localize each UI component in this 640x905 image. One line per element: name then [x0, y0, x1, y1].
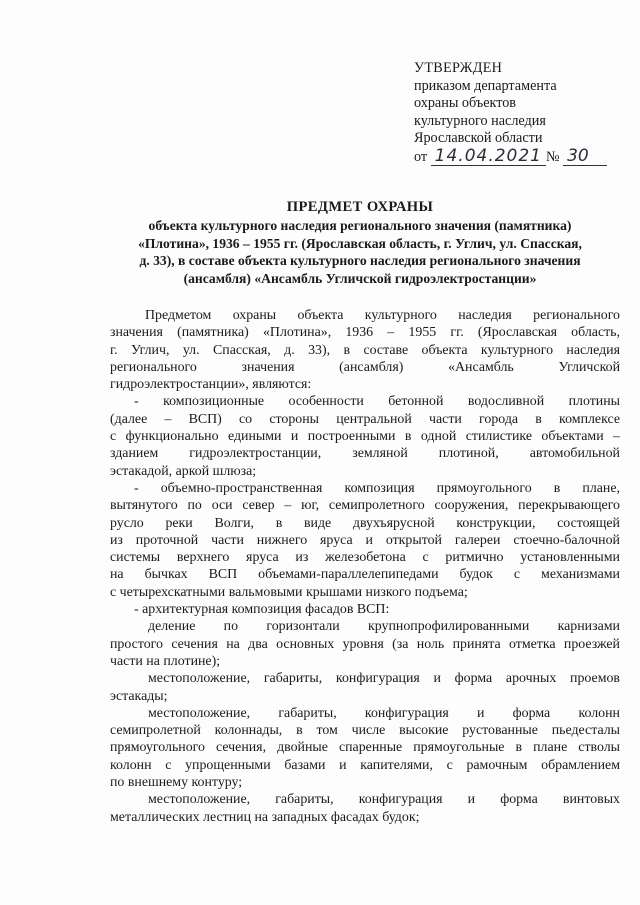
paragraph-line: регионального значения (ансамбля) «Ансамбль Угличской [110, 359, 620, 375]
approval-line: культурного наследия [414, 112, 546, 129]
from-label: от [414, 148, 428, 165]
paragraph-line: вытянутого по оси север – юг, семипролетного сооружения, перекрывающего [110, 498, 620, 514]
body-paragraph [110, 307, 620, 393]
document-body [110, 307, 620, 826]
handwritten-number: 30 [563, 148, 607, 166]
paragraph-line: деление по горизонтали крупнопрофилированными карнизами [148, 619, 620, 635]
number-label: № [546, 148, 560, 165]
body-paragraph [110, 480, 620, 601]
paragraph-line: - композиционные особенности бетонной водосливной плотины [134, 394, 620, 410]
paragraph-line: (далее – ВСП) со стороны центральной части города в комплексе [110, 411, 620, 427]
paragraph-line: по внешнему контуру; [110, 775, 243, 791]
paragraph-line: - архитектурная композиция фасадов ВСП: [134, 602, 390, 618]
paragraph-line: части на плотине); [110, 653, 221, 669]
document-heading [100, 199, 620, 287]
body-paragraph [110, 601, 620, 618]
paragraph-line: простого сечения на два основных уровня (за ноль принята отметка проезжей [110, 636, 620, 652]
paragraph-line: с четырехскатными вальмовыми крышами низкого подъема; [110, 584, 468, 600]
handwritten-date: 14.04.2021 [431, 148, 546, 166]
paragraph-line: местоположение, габариты, конфигурация и форма винтовых [148, 792, 620, 808]
approval-title: УТВЕРЖДЕН [414, 60, 503, 76]
paragraph-line: из проточной части нижнего яруса и открытой галереи стоечно-балочной [110, 532, 620, 548]
paragraph-line: с функционально едиными и построенными в одной стилистике объектами – [110, 429, 620, 445]
heading-subtitle-line: (ансамбля) «Ансамбль Угличской гидроэлектростанции» [183, 270, 537, 286]
approval-block [414, 60, 614, 170]
paragraph-line: Предметом охраны объекта культурного наследия регионального [145, 308, 620, 323]
approval-line: Ярославской области [414, 130, 543, 147]
heading-title: ПРЕДМЕТ ОХРАНЫ [286, 199, 434, 215]
approval-line: приказом департамента [414, 77, 557, 94]
body-paragraph [110, 670, 620, 705]
heading-subtitle-line: объекта культурного наследия регионального значения (памятника) [148, 218, 572, 234]
body-paragraph [110, 393, 620, 479]
body-paragraph [110, 791, 620, 826]
paragraph-line: эстакады; [110, 688, 168, 704]
body-paragraph [110, 618, 620, 670]
approval-date-number-row [414, 145, 614, 170]
body-paragraph [110, 705, 620, 791]
approval-line: охраны объектов [414, 95, 516, 112]
paragraph-line: на бычках ВСП объемами-параллелепипедами будок с механизмами [110, 567, 620, 583]
paragraph-line: металлических лестниц на западных фасадах будок; [110, 809, 420, 825]
heading-subtitle-line: д. 33), в составе объекта культурного наследия регионального значения [139, 253, 581, 269]
paragraph-line: системы верхнего яруса из железобетона с ритмично установленными [110, 550, 620, 566]
paragraph-line: местоположение, габариты, конфигурация и форма колонн [148, 705, 620, 721]
paragraph-line: зданием гидроэлектростанции, земляной плотиной, автомобильной [110, 446, 620, 462]
paragraph-line: эстакадой, аркой шлюза; [110, 463, 257, 479]
paragraph-line: местоположение, габариты, конфигурация и форма арочных проемов [148, 671, 620, 687]
paragraph-line: гидроэлектростанции», являются: [110, 377, 312, 393]
paragraph-line: колонн с упрощенными базами и капителями, с рамочным обрамлением [110, 757, 620, 773]
paragraph-line: русло реки Волги, в виде двухъярусной конструкции, состоящей [110, 515, 620, 531]
paragraph-line: - объемно-пространственная композиция прямоугольного в плане, [134, 480, 620, 496]
paragraph-line: значения (памятника) «Плотина», 1936 – 1955 гг. (Ярославская область, [110, 325, 620, 341]
paragraph-line: прямоугольного сечения, двойные спаренные прямоугольные в плане стволы [110, 740, 620, 756]
heading-subtitle-line: «Плотина», 1936 – 1955 гг. (Ярославская область, г. Углич, ул. Спасская, [138, 235, 582, 251]
paragraph-line: г. Углич, ул. Спасская, д. 33), в составе объекта культурного наследия [110, 342, 620, 358]
paragraph-line: семипролетной колоннады, в том числе высокие рустованные пьедесталы [110, 723, 620, 739]
